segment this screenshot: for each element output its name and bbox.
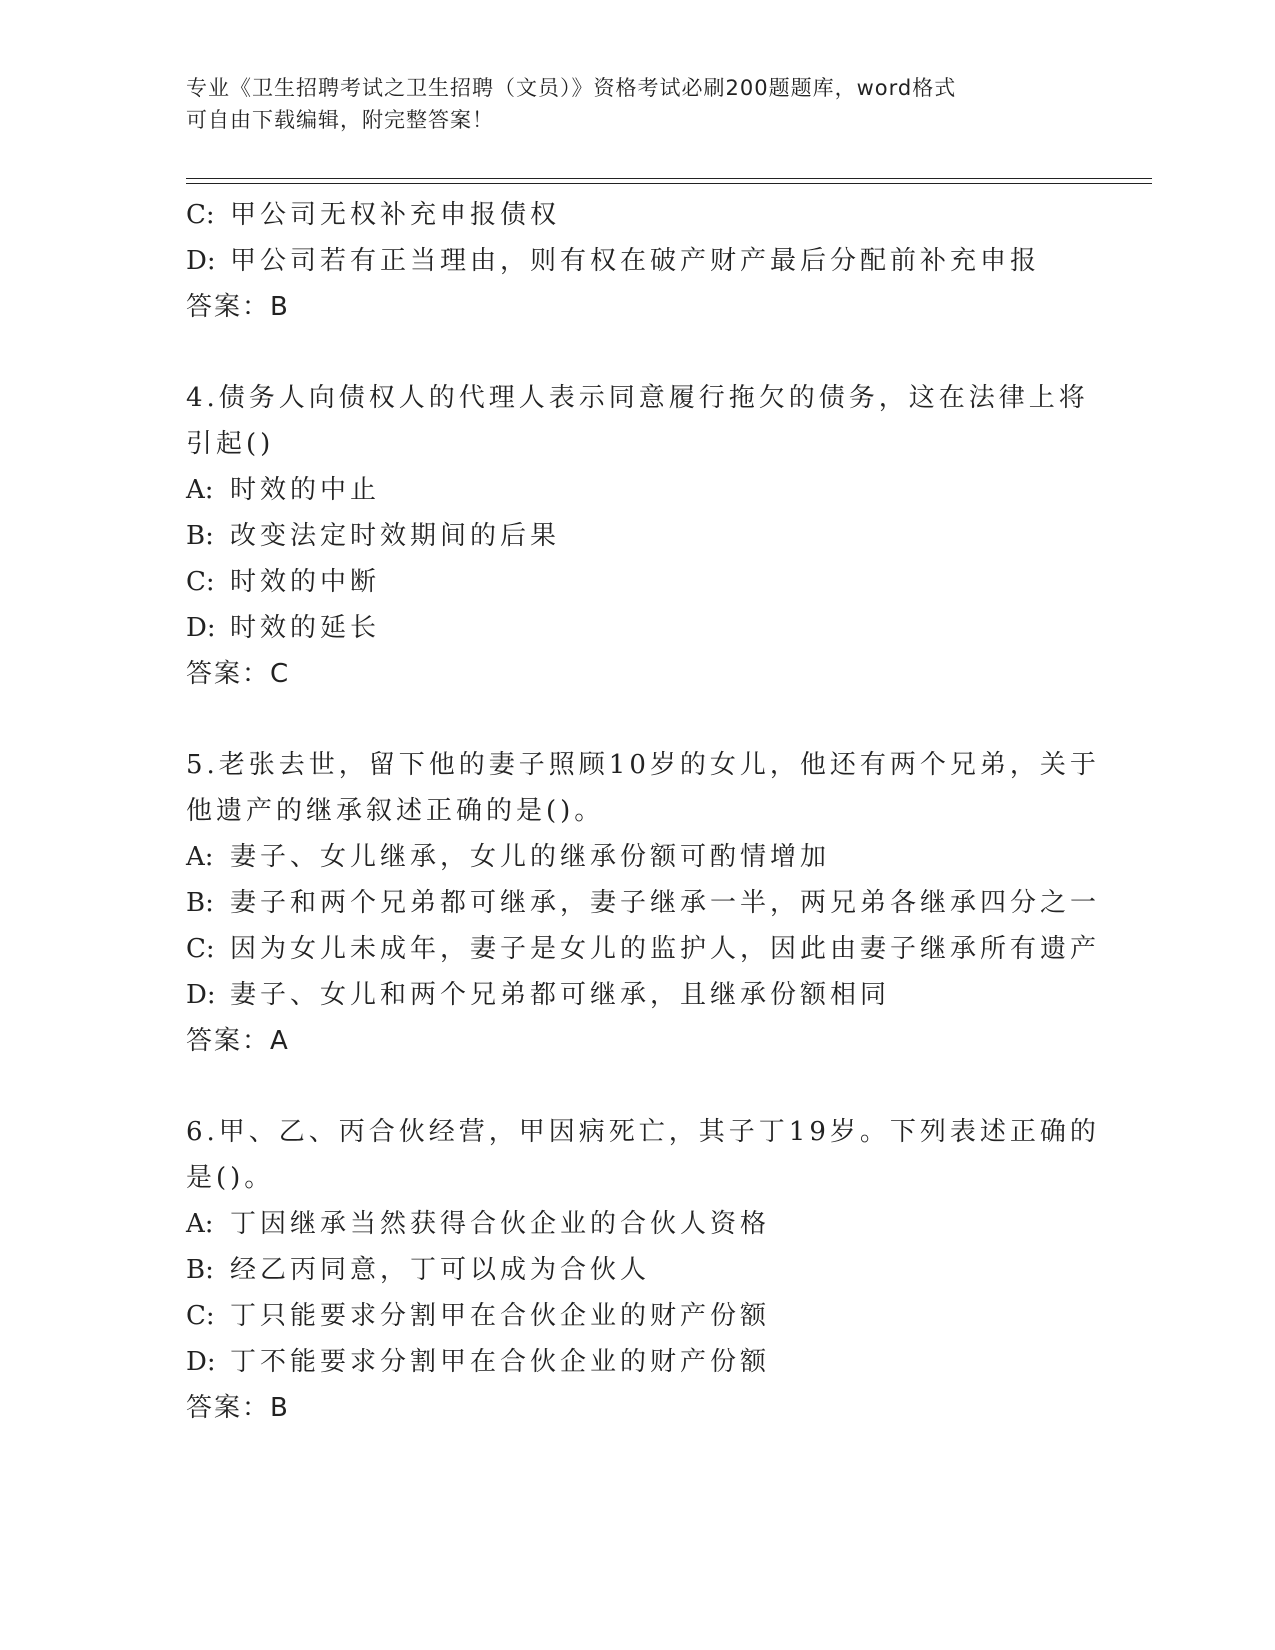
option-text: 丁不能要求分割甲在合伙企业的财产份额 bbox=[230, 1347, 771, 1377]
answer-label: 答案：B bbox=[186, 1393, 290, 1423]
option-text: 丁只能要求分割甲在合伙企业的财产份额 bbox=[230, 1301, 771, 1331]
spacer bbox=[186, 697, 1086, 742]
header-divider-thin bbox=[186, 183, 1152, 184]
option-text: 妻子、女儿和两个兄弟都可继承，且继承份额相同 bbox=[230, 980, 891, 1010]
question-stem-line-1: 4.债务人向债权人的代理人表示同意履行拖欠的债务，这在法律上将 bbox=[186, 383, 1089, 413]
option-c bbox=[186, 192, 1086, 238]
option-b bbox=[186, 1247, 1086, 1293]
option-text: 甲公司无权补充申报债权 bbox=[230, 200, 561, 230]
option-text: 丁因继承当然获得合伙企业的合伙人资格 bbox=[230, 1209, 771, 1239]
option-text: 妻子、女儿继承，女儿的继承份额可酌情增加 bbox=[230, 842, 831, 872]
question-stem-line-2: 他遗产的继承叙述正确的是()。 bbox=[186, 796, 605, 826]
question-5 bbox=[186, 742, 1101, 1064]
option-c bbox=[186, 1293, 1086, 1339]
spacer bbox=[186, 1064, 1086, 1109]
option-d bbox=[186, 605, 1086, 651]
answer-label: 答案：A bbox=[186, 1026, 290, 1056]
option-letter: B: bbox=[186, 1255, 214, 1285]
option-letter: B: bbox=[186, 888, 214, 918]
option-letter: A: bbox=[186, 475, 214, 505]
question-list bbox=[186, 192, 1101, 1431]
question-stem-line-2: 引起() bbox=[186, 429, 275, 459]
option-letter: D: bbox=[186, 613, 216, 643]
option-letter: D: bbox=[186, 246, 216, 276]
spacer bbox=[186, 330, 1086, 375]
option-letter: C: bbox=[186, 200, 215, 230]
header-title-line-1: 专业《卫生招聘考试之卫生招聘（文员）》资格考试必刷200题题库，word格式 bbox=[186, 76, 957, 100]
question-4 bbox=[186, 375, 1089, 697]
option-text: 改变法定时效期间的后果 bbox=[230, 521, 561, 551]
option-text: 时效的中止 bbox=[230, 475, 381, 505]
option-letter: C: bbox=[186, 1301, 215, 1331]
document-header bbox=[186, 72, 1066, 136]
option-letter: D: bbox=[186, 1347, 216, 1377]
option-letter: C: bbox=[186, 934, 215, 964]
option-d bbox=[186, 972, 1086, 1018]
option-d bbox=[186, 1339, 1086, 1385]
option-text: 时效的延长 bbox=[230, 613, 381, 643]
option-text: 甲公司若有正当理由，则有权在破产财产最后分配前补充申报 bbox=[230, 246, 1041, 276]
question-stem-line-1: 6.甲、乙、丙合伙经营，甲因病死亡，其子丁19岁。下列表述正确的 bbox=[186, 1117, 1100, 1147]
option-letter: A: bbox=[186, 842, 214, 872]
question-stem-line-1: 5.老张去世，留下他的妻子照顾10岁的女儿，他还有两个兄弟，关于 bbox=[186, 750, 1100, 780]
option-b bbox=[186, 513, 1086, 559]
option-text: 时效的中断 bbox=[230, 567, 381, 597]
option-letter: C: bbox=[186, 567, 215, 597]
option-c bbox=[186, 926, 1101, 972]
question-stem-line-2: 是()。 bbox=[186, 1163, 275, 1193]
option-text: 妻子和两个兄弟都可继承，妻子继承一半，两兄弟各继承四分之一 bbox=[230, 888, 1101, 918]
option-letter: D: bbox=[186, 980, 216, 1010]
question-3-fragment bbox=[186, 192, 1086, 330]
option-d bbox=[186, 238, 1086, 284]
option-a bbox=[186, 834, 1086, 880]
header-title-line-2: 可自由下载编辑，附完整答案！ bbox=[186, 108, 494, 132]
option-c bbox=[186, 559, 1086, 605]
option-text: 经乙丙同意，丁可以成为合伙人 bbox=[230, 1255, 651, 1285]
question-6 bbox=[186, 1109, 1100, 1431]
option-a bbox=[186, 467, 1086, 513]
option-letter: A: bbox=[186, 1209, 214, 1239]
header-divider-thick bbox=[186, 178, 1152, 179]
answer-label: 答案：C bbox=[186, 659, 291, 689]
option-letter: B: bbox=[186, 521, 214, 551]
answer-label: 答案：B bbox=[186, 292, 290, 322]
option-text: 因为女儿未成年，妻子是女儿的监护人，因此由妻子继承所有遗产 bbox=[230, 934, 1101, 964]
option-b bbox=[186, 880, 1101, 926]
option-a bbox=[186, 1201, 1086, 1247]
